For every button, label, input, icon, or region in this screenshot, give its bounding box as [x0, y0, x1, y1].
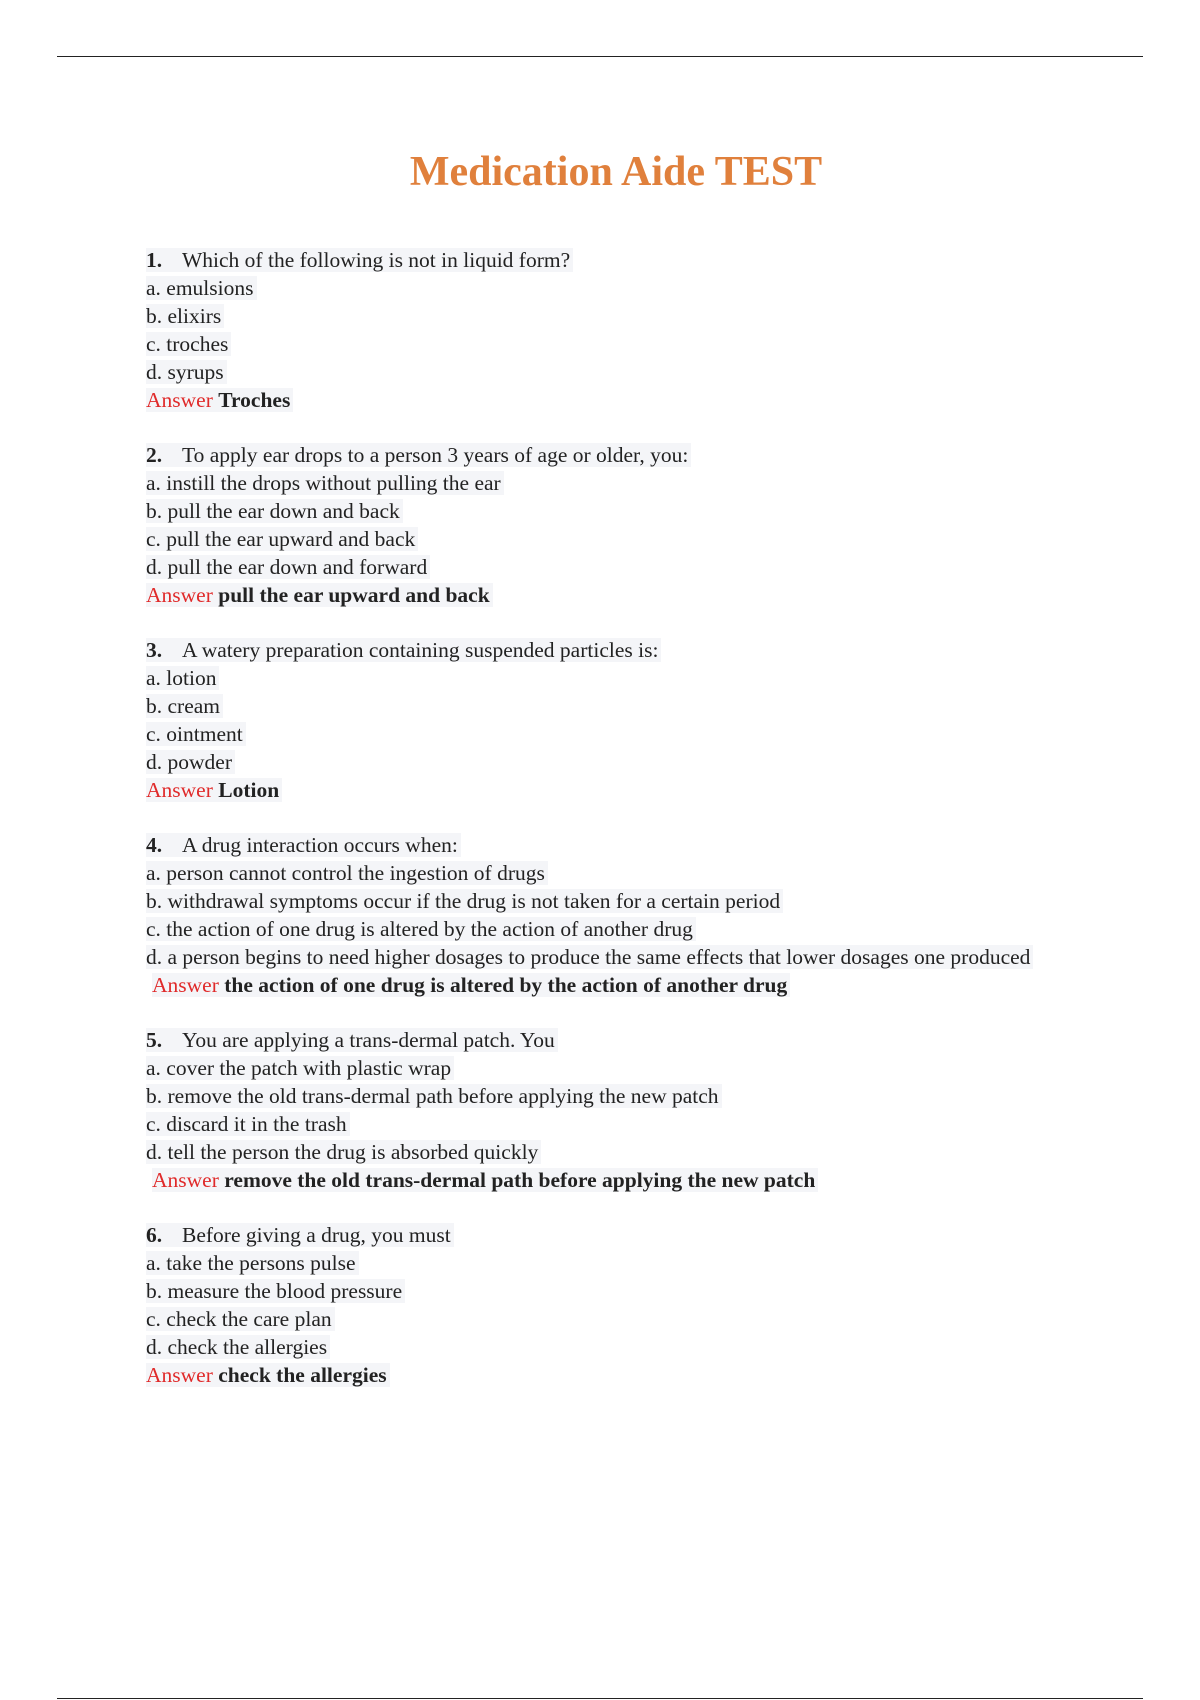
option-b: b. pull the ear down and back — [146, 499, 403, 523]
question-2 — [146, 441, 1066, 609]
question-6 — [146, 1221, 1066, 1389]
option-c: c. troches — [146, 332, 231, 356]
answer-label: Answer — [152, 1168, 219, 1192]
answer-line — [146, 583, 493, 607]
option-a: a. person cannot control the ingestion of drugs — [146, 861, 548, 885]
question-stem — [146, 443, 691, 467]
question-5 — [146, 1026, 1066, 1194]
question-text: A watery preparation containing suspended particles is: — [182, 638, 659, 662]
answer-text: check the allergies — [218, 1363, 387, 1387]
option-a: a. cover the patch with plastic wrap — [146, 1056, 454, 1080]
question-1 — [146, 246, 1066, 414]
option-b: b. remove the old trans-dermal path before applying the new patch — [146, 1084, 722, 1108]
question-number: 6. — [146, 1223, 163, 1247]
option-c: c. pull the ear upward and back — [146, 527, 418, 551]
option-a: a. instill the drops without pulling the ear — [146, 471, 504, 495]
answer-line — [152, 1168, 818, 1192]
question-stem — [146, 638, 661, 662]
answer-line — [146, 778, 282, 802]
question-number: 3. — [146, 638, 163, 662]
option-b: b. measure the blood pressure — [146, 1279, 405, 1303]
option-d: d. a person begins to need higher dosages to produce the same effects that lower dosages one produced — [146, 945, 1033, 969]
option-b: b. cream — [146, 694, 223, 718]
answer-text: Lotion — [218, 778, 280, 802]
answer-line — [152, 973, 790, 997]
question-stem — [146, 1223, 454, 1247]
question-4 — [146, 831, 1066, 999]
question-number: 2. — [146, 443, 163, 467]
page-title: Medication Aide TEST — [409, 149, 823, 195]
option-d: d. check the allergies — [146, 1335, 330, 1359]
answer-label: Answer — [146, 1363, 213, 1387]
question-text: Which of the following is not in liquid form? — [182, 248, 571, 272]
question-number: 1. — [146, 248, 163, 272]
footer-rule — [57, 1698, 1143, 1699]
header-rule — [57, 56, 1143, 57]
option-d: d. powder — [146, 750, 235, 774]
option-c: c. check the care plan — [146, 1307, 335, 1331]
answer-line — [146, 1363, 390, 1387]
option-a: a. emulsions — [146, 276, 257, 300]
question-stem — [146, 1028, 558, 1052]
question-stem — [146, 833, 461, 857]
answer-text: pull the ear upward and back — [218, 583, 490, 607]
option-d: d. tell the person the drug is absorbed quickly — [146, 1140, 541, 1164]
question-number: 4. — [146, 833, 163, 857]
question-text: Before giving a drug, you must — [182, 1223, 451, 1247]
question-text: A drug interaction occurs when: — [182, 833, 458, 857]
option-c: c. ointment — [146, 722, 246, 746]
question-list — [146, 246, 1066, 1416]
option-c: c. discard it in the trash — [146, 1112, 350, 1136]
question-3 — [146, 636, 1066, 804]
answer-label: Answer — [146, 778, 213, 802]
option-d: d. syrups — [146, 360, 227, 384]
option-b: b. withdrawal symptoms occur if the drug is not taken for a certain period — [146, 889, 783, 913]
answer-text: Troches — [218, 388, 291, 412]
answer-label: Answer — [146, 583, 213, 607]
answer-line — [146, 388, 293, 412]
answer-label: Answer — [146, 388, 213, 412]
question-number: 5. — [146, 1028, 163, 1052]
option-a: a. lotion — [146, 666, 219, 690]
option-d: d. pull the ear down and forward — [146, 555, 430, 579]
answer-label: Answer — [152, 973, 219, 997]
option-a: a. take the persons pulse — [146, 1251, 359, 1275]
option-c: c. the action of one drug is altered by the action of another drug — [146, 917, 696, 941]
answer-text: remove the old trans-dermal path before applying the new patch — [224, 1168, 816, 1192]
question-stem — [146, 248, 573, 272]
option-b: b. elixirs — [146, 304, 224, 328]
question-text: To apply ear drops to a person 3 years of age or older, you: — [182, 443, 689, 467]
question-text: You are applying a trans-dermal patch. You — [182, 1028, 555, 1052]
answer-text: the action of one drug is altered by the action of another drug — [224, 973, 788, 997]
